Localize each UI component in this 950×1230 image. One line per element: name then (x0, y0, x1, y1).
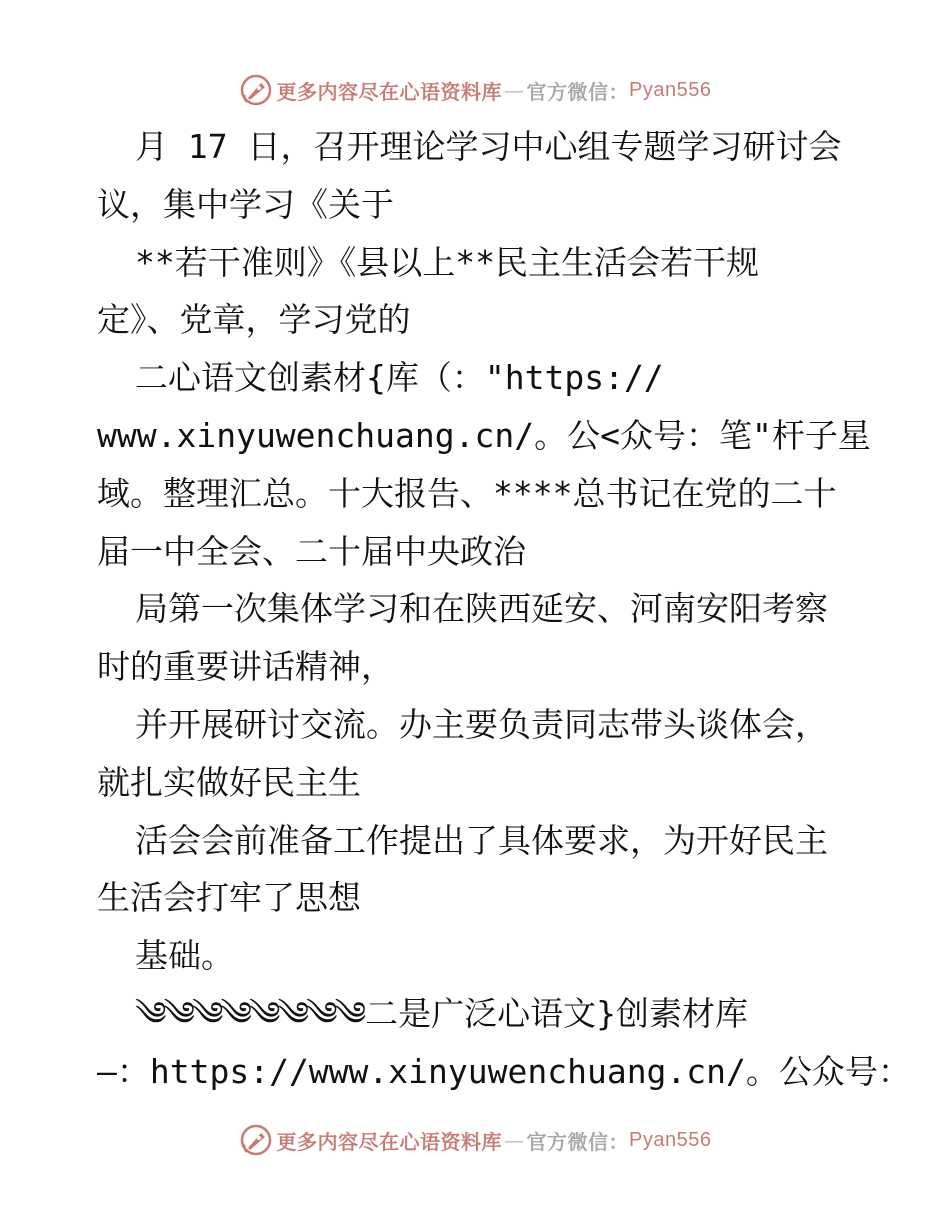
text-line-with-ornament (97, 985, 853, 1043)
text-line: 并开展研讨交流。办主要负责同志带头谈体会， (135, 704, 828, 744)
watermark-main-text: 更多内容尽在心语资料库 (276, 79, 503, 104)
text-line: 域。整理汇总。十大报告、****总书记在党的二十 (97, 473, 837, 513)
text-line: 活会会前准备工作提出了具体要求，为开好民主 (135, 820, 828, 860)
pen-nib-logo-icon (239, 73, 273, 107)
text-line: 二心语文创素材{库（："https:// (135, 358, 664, 398)
text-line: www.xinyuwenchuang.cn/。公<众号：笔"杆子星 (97, 415, 871, 455)
text-line: 月 17 日，召开理论学习中心组专题学习研讨会 (135, 127, 842, 166)
text-line: 基础。 (135, 936, 234, 976)
watermark-main-text: 更多内容尽在心语资料库 (276, 1129, 503, 1154)
watermark-wechat-label: 官方微信： (526, 79, 630, 104)
watermark-footer (0, 1120, 950, 1160)
text-line: **若干准则》《县以上**民主生活会若干规 (135, 242, 759, 282)
document-body (97, 118, 911, 1101)
text-line: 届一中全会、二十届中央政治 (97, 531, 526, 571)
swirl-ornament-icon: ༄༄༄༄༄༄༄༄ (135, 993, 364, 1033)
watermark-header (0, 70, 950, 110)
text-line: 定》、党章，学习党的 (97, 300, 411, 340)
pen-nib-logo-icon (239, 1123, 273, 1157)
text-line: 生活会打牢了思想 (97, 878, 361, 918)
text-line: 二是广泛心语文}创素材库 (365, 993, 748, 1033)
watermark-wechat-label: 官方微信： (526, 1129, 630, 1154)
text-line: 局第一次集体学习和在陕西延安、河南安阳考察 (135, 589, 828, 629)
watermark-wechat-id: Pyan556 (629, 1128, 712, 1151)
text-line: 时的重要讲话精神， (97, 647, 394, 687)
watermark-separator: — (504, 78, 525, 102)
text-line: —：https://www.xinyuwenchuang.cn/。公众号： (97, 1051, 911, 1091)
text-line: 就扎实做好民主生 (97, 762, 361, 802)
watermark-wechat-id: Pyan556 (629, 78, 712, 101)
watermark-separator: — (504, 1128, 525, 1152)
text-line: 议，集中学习《关于 (97, 184, 394, 224)
